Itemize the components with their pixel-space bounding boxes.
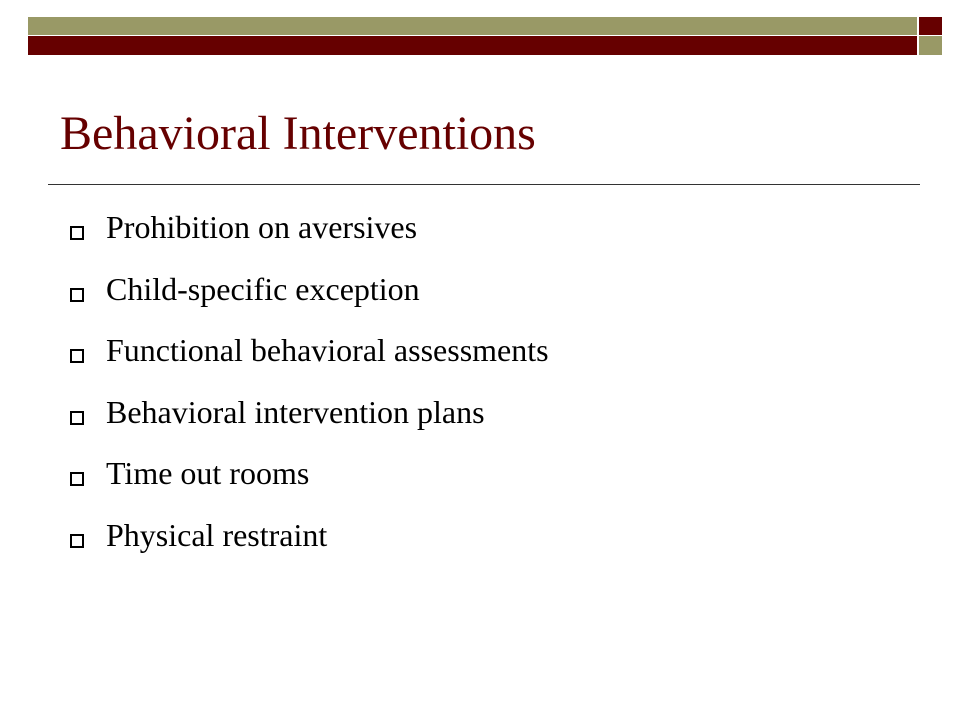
hollow-square-bullet-icon bbox=[70, 226, 84, 240]
hollow-square-bullet-icon bbox=[70, 534, 84, 548]
slide-title: Behavioral Interventions bbox=[60, 107, 536, 160]
corner-maroon-block bbox=[918, 17, 942, 36]
bullet-item-child-specific-exception bbox=[70, 267, 549, 329]
band-divider-vertical bbox=[917, 17, 919, 55]
title-underline-rule bbox=[48, 184, 920, 185]
top-band-olive-stripe bbox=[28, 17, 918, 36]
bullet-text: Time out rooms bbox=[106, 455, 310, 491]
band-divider-horizontal bbox=[28, 35, 942, 36]
hollow-square-bullet-icon bbox=[70, 472, 84, 486]
top-band-maroon-stripe bbox=[28, 36, 918, 55]
hollow-square-bullet-icon bbox=[70, 411, 84, 425]
bullet-text: Prohibition on aversives bbox=[106, 209, 418, 245]
bullet-text: Child-specific exception bbox=[106, 270, 420, 307]
bullet-item-time-out-rooms bbox=[70, 451, 549, 513]
hollow-square-bullet-icon bbox=[70, 288, 84, 302]
hollow-square-bullet-icon bbox=[70, 349, 84, 363]
bullet-item-physical-restraint bbox=[70, 513, 549, 575]
bullet-list bbox=[70, 205, 549, 574]
bullet-text: Physical restraint bbox=[106, 516, 328, 553]
bullet-text: Functional behavioral assessments bbox=[106, 332, 549, 368]
bullet-text: Behavioral intervention plans bbox=[106, 393, 485, 430]
corner-olive-block bbox=[918, 36, 942, 55]
bullet-item-prohibition-on-aversives bbox=[70, 205, 549, 267]
bullet-item-functional-behavioral-assessments bbox=[70, 328, 549, 390]
bullet-item-behavioral-intervention-plans bbox=[70, 390, 549, 452]
